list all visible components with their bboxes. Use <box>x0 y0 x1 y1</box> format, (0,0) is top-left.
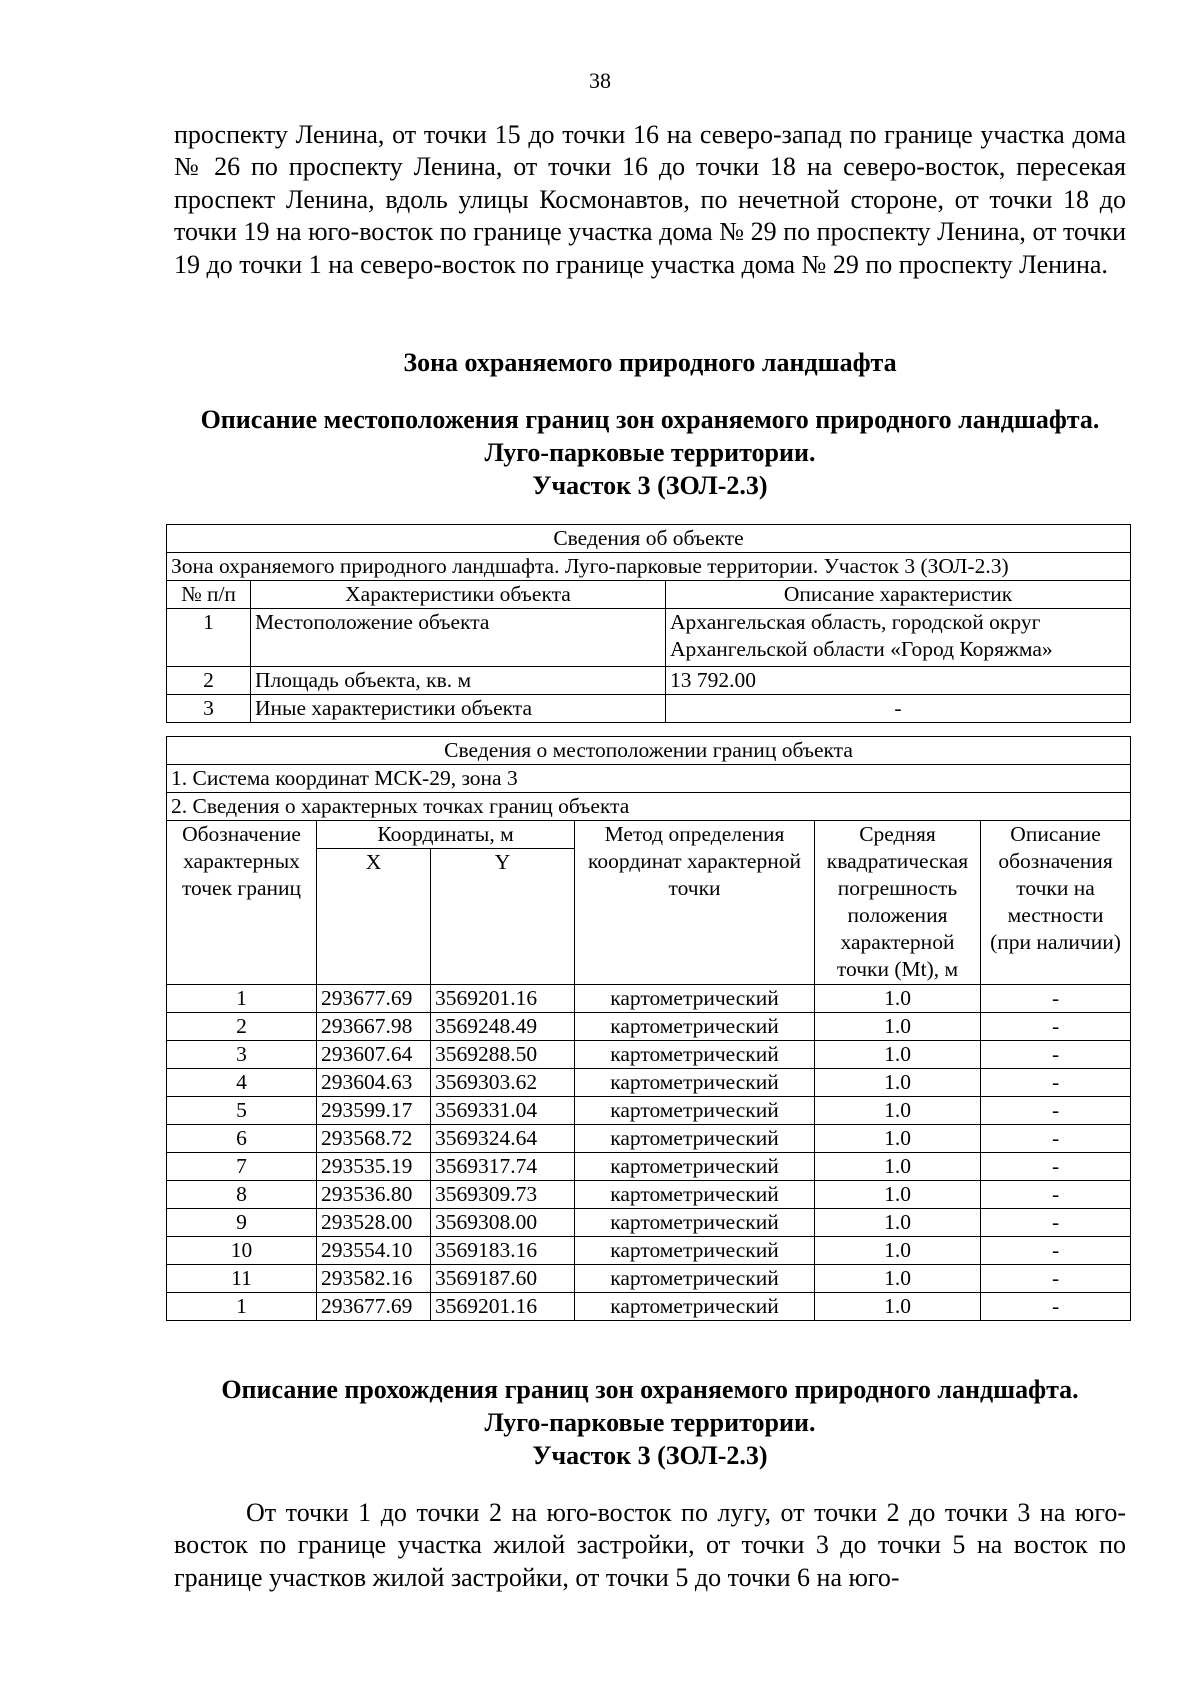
point-number-cell: 7 <box>167 1153 317 1181</box>
x-coordinate-cell: 293528.00 <box>317 1209 431 1237</box>
object-row-value: Архангельская область, городской округ Архангельской области «Город Коряжма» <box>666 609 1131 667</box>
point-number-cell: 4 <box>167 1069 317 1097</box>
header-error: Средняя квадратическая погрешность положения характерной точки (Mt), м <box>815 821 981 985</box>
error-cell: 1.0 <box>815 1209 981 1237</box>
method-cell: картометрический <box>575 1097 815 1125</box>
error-cell: 1.0 <box>815 1013 981 1041</box>
header-description: Описание обозначения точки на местности (при наличии) <box>981 821 1131 985</box>
description-cell: - <box>981 1265 1131 1293</box>
y-coordinate-cell: 3569201.16 <box>431 985 575 1013</box>
y-coordinate-cell: 3569317.74 <box>431 1153 575 1181</box>
table-row <box>167 609 1131 667</box>
table-row <box>167 695 1131 723</box>
x-coordinate-cell: 293554.10 <box>317 1237 431 1265</box>
error-cell: 1.0 <box>815 1069 981 1097</box>
point-number-cell: 9 <box>167 1209 317 1237</box>
passage-heading <box>174 1373 1126 1472</box>
error-cell: 1.0 <box>815 1237 981 1265</box>
location-heading-line2: Луго-парковые территории. <box>484 438 816 467</box>
point-number-cell: 1 <box>167 1293 317 1321</box>
page-number: 38 <box>589 68 611 93</box>
y-coordinate-cell: 3569324.64 <box>431 1125 575 1153</box>
method-cell: картометрический <box>575 1293 815 1321</box>
points-caption-row: 2. Сведения о характерных точках границ объекта <box>167 793 1131 821</box>
table-row <box>167 1293 1131 1321</box>
table-row <box>167 1097 1131 1125</box>
y-coordinate-cell: 3569331.04 <box>431 1097 575 1125</box>
table-row <box>167 1153 1131 1181</box>
error-cell: 1.0 <box>815 1097 981 1125</box>
x-coordinate-cell: 293536.80 <box>317 1181 431 1209</box>
error-cell: 1.0 <box>815 1181 981 1209</box>
x-coordinate-cell: 293582.16 <box>317 1265 431 1293</box>
point-number-cell: 6 <box>167 1125 317 1153</box>
object-header-num: № п/п <box>167 581 251 609</box>
method-cell: картометрический <box>575 1013 815 1041</box>
y-coordinate-cell: 3569303.62 <box>431 1069 575 1097</box>
method-cell: картометрический <box>575 1069 815 1097</box>
description-cell: - <box>981 1209 1131 1237</box>
point-number-cell: 1 <box>167 985 317 1013</box>
points-body <box>167 985 1131 1321</box>
boundary-points-table <box>166 736 1131 1321</box>
description-cell: - <box>981 1153 1131 1181</box>
object-header-characteristic: Характеристики объекта <box>251 581 666 609</box>
y-coordinate-cell: 3569201.16 <box>431 1293 575 1321</box>
table-row <box>167 1041 1131 1069</box>
point-number-cell: 3 <box>167 1041 317 1069</box>
method-cell: картометрический <box>575 1041 815 1069</box>
description-cell: - <box>981 1097 1131 1125</box>
description-cell: - <box>981 1069 1131 1097</box>
object-header-description: Описание характеристик <box>666 581 1131 609</box>
error-cell: 1.0 <box>815 1153 981 1181</box>
method-cell: картометрический <box>575 985 815 1013</box>
intro-paragraph: проспекту Ленина, от точки 15 до точки 16 на северо-запад по границе участка дома № 26 по проспекту Ленина, от точки 16 до точки 18 на северо-восток, пересекая проспект Ленина, вдоль улицы Космонавтов, по нечетной стороне, от точки 18 до точки 19 на юго-восток по границе участка дома № 29 по проспекту Ленина, от точки 19 до точки 1 на северо-восток по границе участка дома № 29 по проспекту Ленина. <box>174 120 1126 279</box>
boundary-table-title: Сведения о местоположении границ объекта <box>167 737 1131 765</box>
table-row <box>167 985 1131 1013</box>
method-cell: картометрический <box>575 1153 815 1181</box>
passage-heading-line1: Описание прохождения границ зон охраняемого природного ландшафта. <box>221 1375 1079 1404</box>
x-coordinate-cell: 293607.64 <box>317 1041 431 1069</box>
table-row <box>167 667 1131 695</box>
object-row-value: - <box>666 695 1131 723</box>
passage-heading-line3: Участок 3 (ЗОЛ-2.3) <box>532 1441 768 1470</box>
y-coordinate-cell: 3569308.00 <box>431 1209 575 1237</box>
location-heading-line3: Участок 3 (ЗОЛ-2.3) <box>532 471 768 500</box>
x-coordinate-cell: 293535.19 <box>317 1153 431 1181</box>
table-row <box>167 1265 1131 1293</box>
x-coordinate-cell: 293677.69 <box>317 1293 431 1321</box>
object-row-name: Местоположение объекта <box>251 609 666 667</box>
method-cell: картометрический <box>575 1209 815 1237</box>
object-row-num: 1 <box>167 609 251 667</box>
header-designation: Обозначение характерных точек границ <box>167 821 317 985</box>
header-method: Метод определения координат характерной точки <box>575 821 815 985</box>
x-coordinate-cell: 293677.69 <box>317 985 431 1013</box>
point-number-cell: 2 <box>167 1013 317 1041</box>
header-coordinates: Координаты, м <box>317 821 575 849</box>
location-heading <box>174 403 1126 502</box>
coordinate-system-row: 1. Система координат МСК-29, зона 3 <box>167 765 1131 793</box>
point-number-cell: 11 <box>167 1265 317 1293</box>
x-coordinate-cell: 293568.72 <box>317 1125 431 1153</box>
description-cell: - <box>981 1293 1131 1321</box>
description-cell: - <box>981 1237 1131 1265</box>
object-row-num: 3 <box>167 695 251 723</box>
method-cell: картометрический <box>575 1265 815 1293</box>
table-row <box>167 1209 1131 1237</box>
method-cell: картометрический <box>575 1125 815 1153</box>
y-coordinate-cell: 3569309.73 <box>431 1181 575 1209</box>
description-cell: - <box>981 1013 1131 1041</box>
y-coordinate-cell: 3569183.16 <box>431 1237 575 1265</box>
table-row <box>167 1181 1131 1209</box>
point-number-cell: 5 <box>167 1097 317 1125</box>
table-row <box>167 1069 1131 1097</box>
error-cell: 1.0 <box>815 985 981 1013</box>
object-row-name: Иные характеристики объекта <box>251 695 666 723</box>
error-cell: 1.0 <box>815 1293 981 1321</box>
x-coordinate-cell: 293599.17 <box>317 1097 431 1125</box>
y-coordinate-cell: 3569248.49 <box>431 1013 575 1041</box>
error-cell: 1.0 <box>815 1265 981 1293</box>
description-cell: - <box>981 985 1131 1013</box>
header-x: X <box>317 849 431 985</box>
error-cell: 1.0 <box>815 1041 981 1069</box>
object-table-title: Сведения об объекте <box>167 525 1131 553</box>
method-cell: картометрический <box>575 1181 815 1209</box>
table-row <box>167 1125 1131 1153</box>
zone-heading: Зона охраняемого природного ландшафта <box>403 348 897 377</box>
point-number-cell: 10 <box>167 1237 317 1265</box>
x-coordinate-cell: 293667.98 <box>317 1013 431 1041</box>
header-y: Y <box>431 849 575 985</box>
description-cell: - <box>981 1125 1131 1153</box>
passage-heading-line2: Луго-парковые территории. <box>484 1408 816 1437</box>
object-info-table <box>166 524 1131 723</box>
x-coordinate-cell: 293604.63 <box>317 1069 431 1097</box>
object-row-name: Площадь объекта, кв. м <box>251 667 666 695</box>
location-heading-line1: Описание местоположения границ зон охраняемого природного ландшафта. <box>200 405 1100 434</box>
table-row <box>167 1237 1131 1265</box>
point-number-cell: 8 <box>167 1181 317 1209</box>
object-row-num: 2 <box>167 667 251 695</box>
table-row <box>167 1013 1131 1041</box>
description-cell: - <box>981 1181 1131 1209</box>
object-row-value: 13 792.00 <box>666 667 1131 695</box>
error-cell: 1.0 <box>815 1125 981 1153</box>
object-table-subtitle: Зона охраняемого природного ландшафта. Луго-парковые территории. Участок 3 (ЗОЛ-2.3) <box>167 553 1131 581</box>
y-coordinate-cell: 3569187.60 <box>431 1265 575 1293</box>
description-cell: - <box>981 1041 1131 1069</box>
method-cell: картометрический <box>575 1237 815 1265</box>
y-coordinate-cell: 3569288.50 <box>431 1041 575 1069</box>
bottom-paragraph: От точки 1 до точки 2 на юго-восток по лугу, от точки 2 до точки 3 на юго-восток по границе участка жилой застройки, от точки 3 до точки 5 на восток по границе участков жилой застройки, от точки 5 до точки 6 на юго- <box>174 1498 1126 1592</box>
